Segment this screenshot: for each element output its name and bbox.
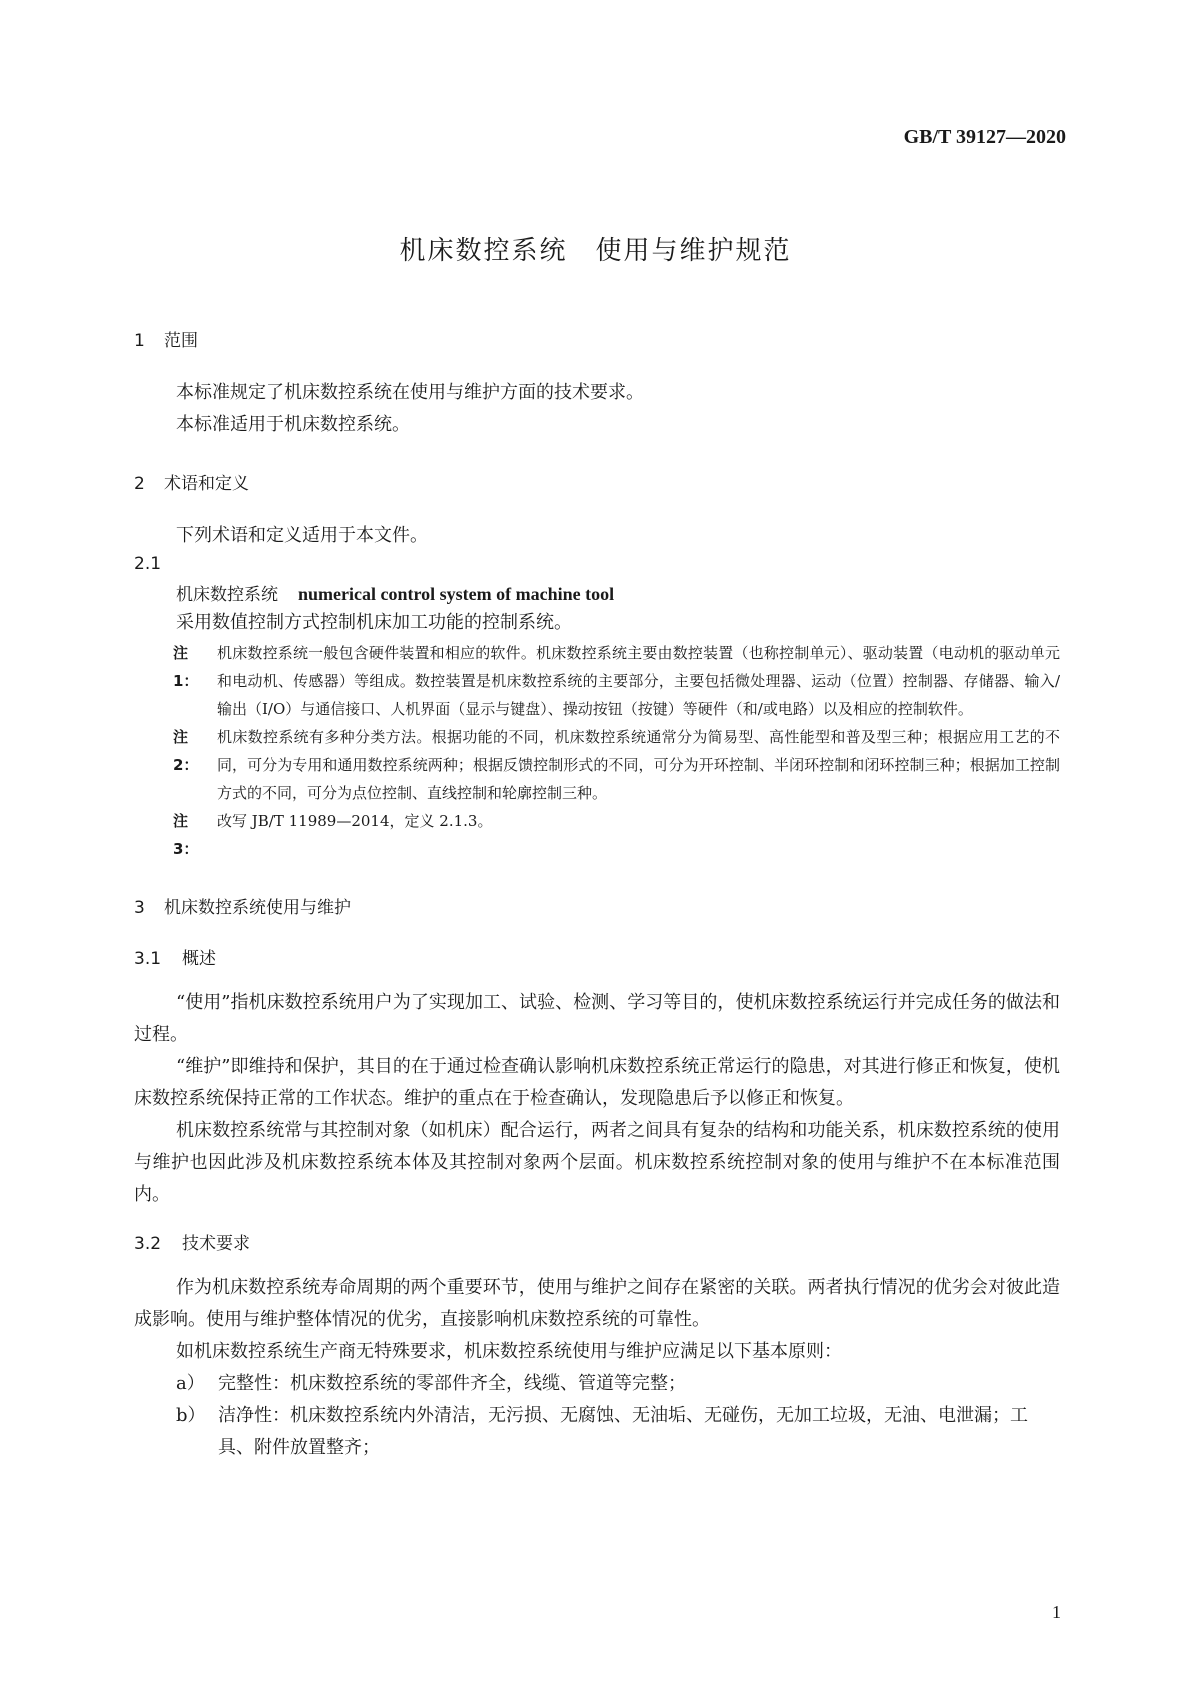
list-item (176, 1368, 1060, 1400)
term-number: 2.1 (134, 554, 162, 574)
paragraph: “维护”即维持和保护，其目的在于通过检查确认影响机床数控系统正常运行的隐患，对其进行修正和恢复，使机床数控系统保持正常的工作状态。维护的重点在于检查确认，发现隐患后予以修正和恢复。 (134, 1056, 1060, 1109)
standard-code: GB/T 39127—2020 (903, 126, 1066, 148)
note-label: 注 1： (173, 644, 199, 690)
paragraph: “使用”指机床数控系统用户为了实现加工、试验、检测、学习等目的，使机床数控系统运行并完成任务的做法和过程。 (134, 992, 1060, 1045)
paragraph: 如机床数控系统生产商无特殊要求，机床数控系统使用与维护应满足以下基本原则： (176, 1341, 842, 1362)
note-text: 机床数控系统有多种分类方法。根据功能的不同，机床数控系统通常分为简易型、高性能型和普及型三种；根据应用工艺的不同，可分为专用和通用数控系统两种；根据反馈控制形式的不同，可分为开环控制、半闭环控制和闭环控制三种；根据加工控制方式的不同，可分为点位控制、直线控制和轮廓控制三种。 (217, 728, 1060, 802)
section-title: 机床数控系统使用与维护 (164, 898, 351, 918)
paragraph: 机床数控系统常与其控制对象（如机床）配合运行，两者之间具有复杂的结构和功能关系，机床数控系统的使用与维护也因此涉及机床数控系统本体及其控制对象两个层面。机床数控系统控制对象的使用与维护不在本标准范围内。 (134, 1120, 1060, 1205)
section-number: 3.2 (134, 1234, 162, 1254)
paragraph: 本标准规定了机床数控系统在使用与维护方面的技术要求。 (176, 382, 644, 403)
list-marker: a） (176, 1373, 205, 1394)
list-item (176, 1400, 1060, 1464)
note-2 (173, 723, 1060, 807)
section-1-heading (134, 326, 1060, 351)
section-2-heading (134, 469, 1060, 494)
note-3 (173, 807, 1060, 863)
section-3-1-heading (134, 944, 1060, 969)
section-3-2-heading (134, 1229, 1060, 1254)
section-title: 技术要求 (182, 1234, 250, 1254)
section-number: 2 (134, 474, 145, 494)
document-body (134, 326, 1060, 1464)
term-english: numerical control system of machine tool (298, 584, 615, 604)
section-3-heading (134, 893, 1060, 918)
section-title: 概述 (182, 949, 216, 969)
list-text: 洁净性：机床数控系统内外清洁，无污损、无腐蚀、无油垢、无碰伤，无加工垃圾，无油、电泄漏；工具、附件放置整齐； (218, 1405, 1028, 1458)
note-text: 改写 JB/T 11989—2014，定义 2.1.3。 (217, 812, 493, 830)
list-marker: b） (176, 1405, 206, 1426)
section-number: 1 (134, 331, 145, 351)
section-title: 范围 (164, 331, 198, 351)
note-label: 注 2： (173, 728, 199, 774)
note-1 (173, 639, 1060, 723)
paragraph: 本标准适用于机床数控系统。 (176, 414, 410, 435)
note-text: 机床数控系统一般包含硬件装置和相应的软件。机床数控系统主要由数控装置（也称控制单元）、驱动装置（电动机的驱动单元和电动机、传感器）等组成。数控装置是机床数控系统的主要部分，主要包括微处理器、运动（位置）控制器、存储器、输入/输出（I/O）与通信接口、人机界面（显示与键盘）、操动按钮（按键）等硬件（和/或电路）以及相应的控制软件。 (217, 644, 1060, 718)
section-number: 3 (134, 898, 145, 918)
note-label: 注 3： (173, 812, 199, 858)
paragraph: 下列术语和定义适用于本文件。 (176, 525, 428, 546)
term-entry (176, 580, 1060, 605)
paragraph: 作为机床数控系统寿命周期的两个重要环节，使用与维护之间存在紧密的关联。两者执行情况的优劣会对彼此造成影响。使用与维护整体情况的优劣，直接影响机床数控系统的可靠性。 (134, 1277, 1060, 1330)
document-title: 机床数控系统 使用与维护规范 (399, 236, 792, 266)
term-definition: 采用数值控制方式控制机床加工功能的控制系统。 (176, 612, 572, 633)
term-chinese: 机床数控系统 (176, 585, 278, 605)
section-title: 术语和定义 (164, 474, 249, 494)
list-text: 完整性：机床数控系统的零部件齐全，线缆、管道等完整； (218, 1373, 686, 1394)
section-number: 3.1 (134, 949, 162, 969)
page-number: 1 (1052, 1602, 1061, 1622)
